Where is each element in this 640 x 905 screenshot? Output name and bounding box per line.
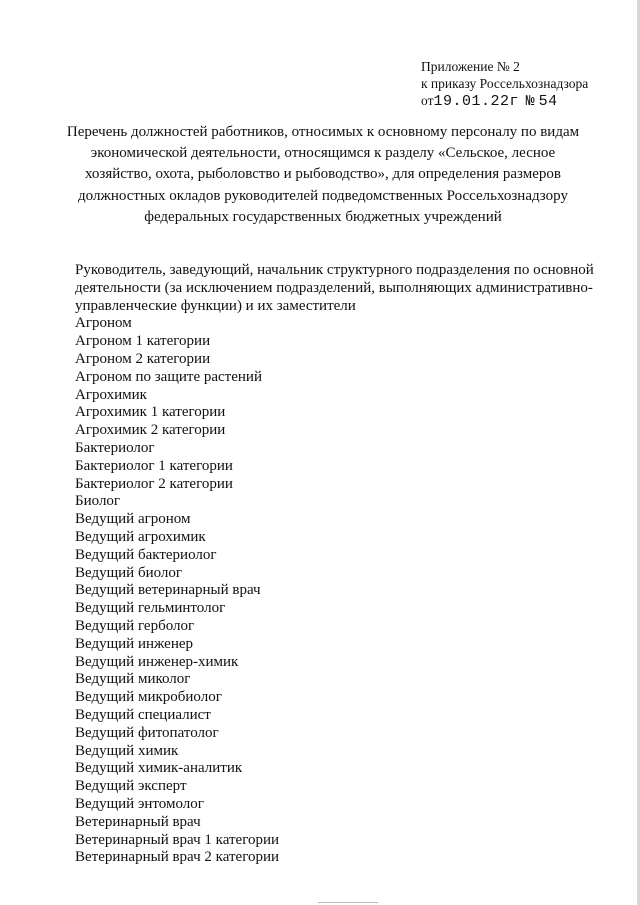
position-item: Ведущий ветеринарный врач [75,582,261,599]
order-number: 54 [538,93,558,110]
position-item: Бактериолог 2 категории [75,475,233,492]
position-item: Ведущий фитопатолог [75,724,219,741]
document-title: Перечень должностей работников, относимых к основному персоналу по видам экономической деятельности, относящимся к разделу «Сельское, лесное хозяйство, охота, рыболовство и рыбоводство», для определения размеров должностных окладов руководителей подведомственных Россельхознадзору федеральных государственных бюджетных учреждений [66,124,580,225]
position-item: Биолог [75,493,121,510]
position-item: Ветеринарный врач 1 категории [75,831,280,848]
position-item: Ведущий специалист [75,706,211,723]
order-date: 19.01.22г [433,93,519,110]
position-item: Агроном 2 категории [75,350,211,367]
position-item: Бактериолог [75,439,155,456]
position-item: Ведущий инженер-химик [75,653,239,670]
position-item: Ведущий миколог [75,671,191,688]
position-item: Ведущий агроном [75,511,191,528]
position-item: Ведущий инженер [75,635,194,652]
document-body [75,262,595,867]
position-item: Агрохимик 1 категории [75,404,226,421]
order-reference: к приказу Россельхознадзора [421,76,589,91]
position-item: Ветеринарный врач [75,813,201,830]
position-item: Агроном 1 категории [75,333,211,350]
date-prefix: от [421,93,434,108]
appendix-number: Приложение № 2 [421,59,520,74]
position-item: Бактериолог 1 категории [75,457,233,474]
position-item: Ведущий агрохимик [75,528,206,545]
position-item: Ведущий биолог [75,564,183,581]
intro-paragraph: Руководитель, заведующий, начальник структурного подразделения по основной деятельности (за исключением подразделений, выполняющих административно-управленческие функции) и их заместители [75,262,594,314]
position-item: Ведущий химик [75,742,179,759]
position-item: Агрохимик 2 категории [75,422,226,439]
position-item: Ведущий гельминтолог [75,600,226,617]
position-item: Ведущий химик-аналитик [75,760,243,777]
position-item: Агроном по защите растений [75,368,262,385]
position-item: Ведущий эксперт [75,778,187,795]
positions-list [75,315,595,867]
number-prefix: № [525,93,536,110]
position-item: Ведущий герболог [75,617,195,634]
position-item: Ведущий микробиолог [75,689,222,706]
position-item: Ветеринарный врач 2 категории [75,849,280,866]
position-item: Ведущий энтомолог [75,795,204,812]
appendix-header [421,58,588,110]
position-item: Агрохимик [75,386,147,403]
scan-mark [318,902,378,903]
order-date-number [421,92,588,110]
position-item: Агроном [75,315,132,332]
position-item: Ведущий бактериолог [75,546,217,563]
